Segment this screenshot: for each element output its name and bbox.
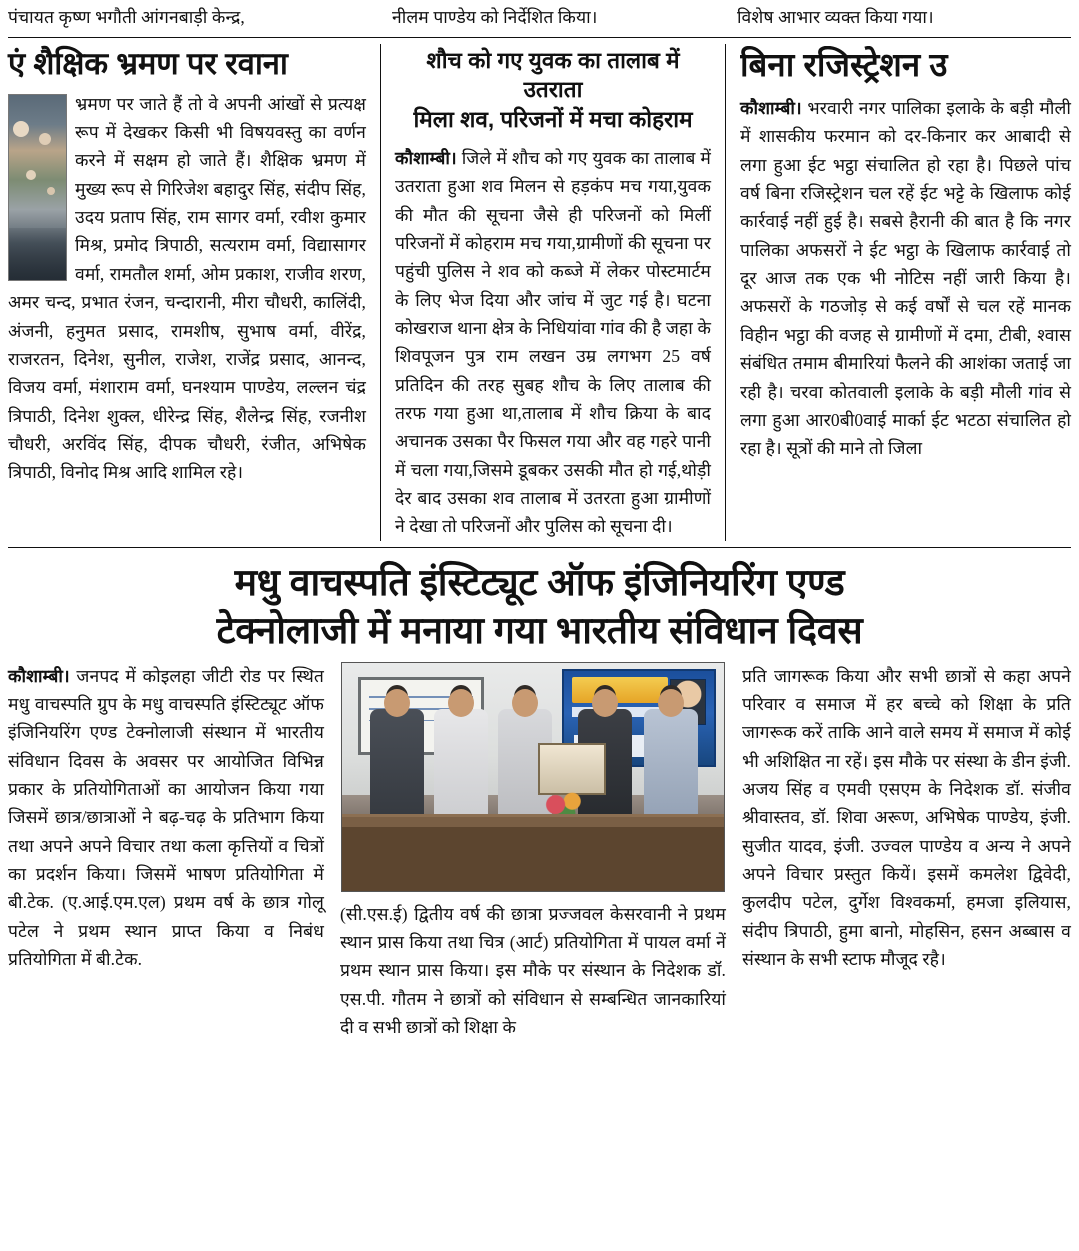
photo-table xyxy=(342,814,724,891)
article-middle-headline-line1: शौच को गए युवक का तालाब में उतराता xyxy=(426,48,680,103)
article-left-body: भ्रमण पर जाते हैं तो वे अपनी आंखों से प्रत्यक्ष रूप में देखकर किसी भी विषयवस्तु का वर्णन करने में सक्षम हो जाते हैं। शैक्षिक भ्रमण में मुख्य रूप से गिरिजेश बहादुर सिंह, संदीप सिंह, उदय प्रताप सिंह, राम सागर वर्मा, रवीश कुमार मिश्र, प्रमोद त्रिपाठी, सत्यराम वर्मा, विद्यासागर वर्मा, रामतौल शर्मा, ओम प्रकाश, राजीव शरण, अमर चन्द, प्रभात रंजन, चन्दारानी, मीरा चौधरी, कालिंदी, अंजनी, हनुमत प्रसाद, रामशीष, सुभाष वर्मा, वीरेंद्र, राजरतन, दिनेश, सुनील, राजेश, राजेंद्र प्रसाद, आनन्द, विजय वर्मा, मंशाराम वर्मा, घनश्याम पाण्डेय, लल्लन चंद्र त्रिपाठी, दिनेश शुक्ल, धीरेन्द्र सिंह, शैलेन्द्र सिंह, रजनीश चौधरी, अरविंद सिंह, दीपक चौधरी, रंजीत, अभिषेक त्रिपाठी, विनोद मिश्र आदि शामिल रहे। xyxy=(8,93,366,483)
feature-column-3-text: प्रति जागरूक किया और सभी छात्रों से कहा अपने परिवार व समाज में हर बच्चे को शिक्षा के प्रति जागरूक करें ताकि आने वाले समय में समाज में कोई भी अशिक्षित ना रहें। इस मौके पर संस्था के डीन इंजी. अजय सिंह व एमवी एसएम के निदेशक डॉ. संजीव श्रीवास्तव, डॉ. शिवा अरूण, अभिषेक पाण्डेय, इंजी. सुजीत यादव, इंजी. उज्वल पाण्डेय व अन्य ने अपने अपने विचार प्रस्तुत कियें। इसमें कमलेश द्विवेदी, कुलदीप पटेल, दुर्गेश विश्वकर्मा, हमजा इलियास, संदीप त्रिपाठी, हुमा बानो, मोहसिन, हसन अब्बास व संस्थान के सभी स्टाफ मौजूद रहै। xyxy=(742,665,1071,970)
carryover-right: विशेष आभार व्यक्त किया गया। xyxy=(737,7,934,27)
article-left xyxy=(8,44,380,541)
top-article-band xyxy=(8,44,1071,541)
feature-dateline: कौशाम्बी। xyxy=(8,665,70,686)
feature-column-2-text: (सी.एस.ई) द्वितीय वर्ष की छात्रा प्रज्जवल केसरवानी ने प्रथम स्थान प्रास किया तथा चित्र (आर्ट) प्रतियोगिता में पायल वर्मा नें प्रथम स्थान प्रास किया। इस मौके पर संस्थान के निदेशक डॉ. एस.पी. गौतम ने छात्रों को संविधान से सम्बन्धित जानकारियां दी व सभी छात्रों को शिक्षा के xyxy=(340,903,726,1038)
horizontal-rule-top xyxy=(8,37,1071,38)
feature-headline xyxy=(8,558,1071,654)
article-right-body xyxy=(740,94,1071,462)
article-middle-body xyxy=(395,144,711,541)
article-right-text: भरवारी नगर पालिका इलाके के बड़ी मौली में शासकीय फरमान को दर-किनार कर आबादी से लगा हुआ ईट भट्ठा संचालित हो रहा है। पिछले पांच वर्ष बिना रजिस्ट्रेशन चल रहें ईट भट्टे के खिलाफ कोई कार्रवाई नहीं हुई है। सबसे हैरानी की बात है कि नगर पालिका अफसरों ने ईट भट्ठा के खिलाफ कार्रवाई तो दूर आज तक एक भी नोटिस नहीं जारी किया है। अफसरों के गठजोड़ से कई वर्षों से चल रहें मानक विहीन भट्ठा की वजह से ग्रामीणों में दमा, टीबी, श्वास संबंधित तमाम बीमारियां फैलने की आशंका जताई जा रही है। चरवा कोतवाली इलाके के बड़ी मौली गांव से लगा हुआ आर0बी0वाई मार्का ईट भटठा संचालित हो रहा है। सूत्रों की माने तो जिला xyxy=(740,98,1071,459)
feature-headline-line2: टेक्नोलाजी में मनाया गया भारतीय संविधान दिवस xyxy=(216,608,863,651)
article-right-headline: बिना रजिस्ट्रेशन उ xyxy=(740,46,948,84)
article-left-headline: एं शैक्षिक भ्रमण पर रवाना xyxy=(8,46,288,82)
feature-headline-line1: मधु वाचस्पति इंस्टिट्यूट ऑफ इंजिनियरिंग एण्ड xyxy=(234,560,845,603)
article-middle-text: जिले में शौच को गए युवक का तालाब में उतराता हुआ शव मिलन से हड़कंप मच गया,युवक की मौत की सूचना जैसे ही परिजनों को मिलीं परिजनों में कोहराम मच गया,ग्रामीणों की सूचना पर पहुंची पुलिस ने शव को कब्जे में लेकर पोस्टमार्टम के लिए भेज दिया और जांच में जुट गई है। घटना कोखराज थाना क्षेत्र के निधियांवा गांव की है जहा के शिवपूजन पुत्र राम लखन उम्र लगभग 25 वर्ष प्रतिदिन की तरह सुबह शौच के लिए तालाब की तरफ गया हुआ था,तालाब में शौच क्रिया के बाद अचानक उसका पैर फिसल गया और वह गहरे पानी में चला गया,जिसमे डूबकर उसकी मौत हो गई,थोड़ी देर बाद उसका शव तालाब में उतरता हुआ ग्रामीणों ने देखा तो परिजनों और पुलिस को सूचना दी। xyxy=(395,147,711,537)
article-middle xyxy=(380,44,725,541)
article-middle-headline xyxy=(395,46,711,134)
feature-column-1 xyxy=(8,662,338,1042)
article-right xyxy=(725,44,1071,541)
feature-column-1-body xyxy=(8,662,324,974)
feature-photo xyxy=(341,662,725,892)
banner-title-strip xyxy=(572,677,668,703)
article-middle-dateline: कौशाम्बी। xyxy=(395,147,457,168)
feature-column-2 xyxy=(338,662,728,1042)
carryover-middle: नीलम पाण्डेय को निर्देशित किया। xyxy=(392,7,598,27)
feature-column-1-text: जनपद में कोइलहा जीटी रोड पर स्थित मधु वाचस्पति ग्रुप के मधु वाचस्पति इंस्टिट्यूट ऑफ इंजिनियरिंग एण्ड टेक्नोलाजी संस्थान में भारतीय संविधान दिवस के अवसर पर आयोजित विभिन्न प्रकार के प्रतियोगिताओं का आयोजन किया गया जिसमें छात्र/छात्राओं ने बढ़-चढ़ के प्रतिभाग किया तथा अपने अपने विचार तथा कला कृत्तियों व चित्रों का प्रदर्शन किया। जिसमें भाषण प्रतियोगिता में बी.टेक. (ए.आई.एम.एल) प्रथम वर्ष के छात्र गोलू पटेल ने प्रथम स्थान प्राप्त किया व निबंध प्रतियोगिता में बी.टेक. xyxy=(8,665,324,970)
feature-column-3 xyxy=(728,662,1071,1042)
article-right-dateline: कौशाम्बी। xyxy=(740,98,802,119)
horizontal-rule-middle xyxy=(8,547,1071,548)
feature-article-band xyxy=(8,662,1071,1042)
carryover-row xyxy=(8,0,1071,31)
photo-portrait-frame xyxy=(538,743,606,795)
article-left-photo xyxy=(8,94,67,281)
article-middle-headline-line2: मिला शव, परिजनों में मचा कोहराम xyxy=(413,106,693,132)
carryover-left: पंचायत कृष्ण भगौती आंगनबाड़ी केन्द्र, xyxy=(8,7,245,27)
